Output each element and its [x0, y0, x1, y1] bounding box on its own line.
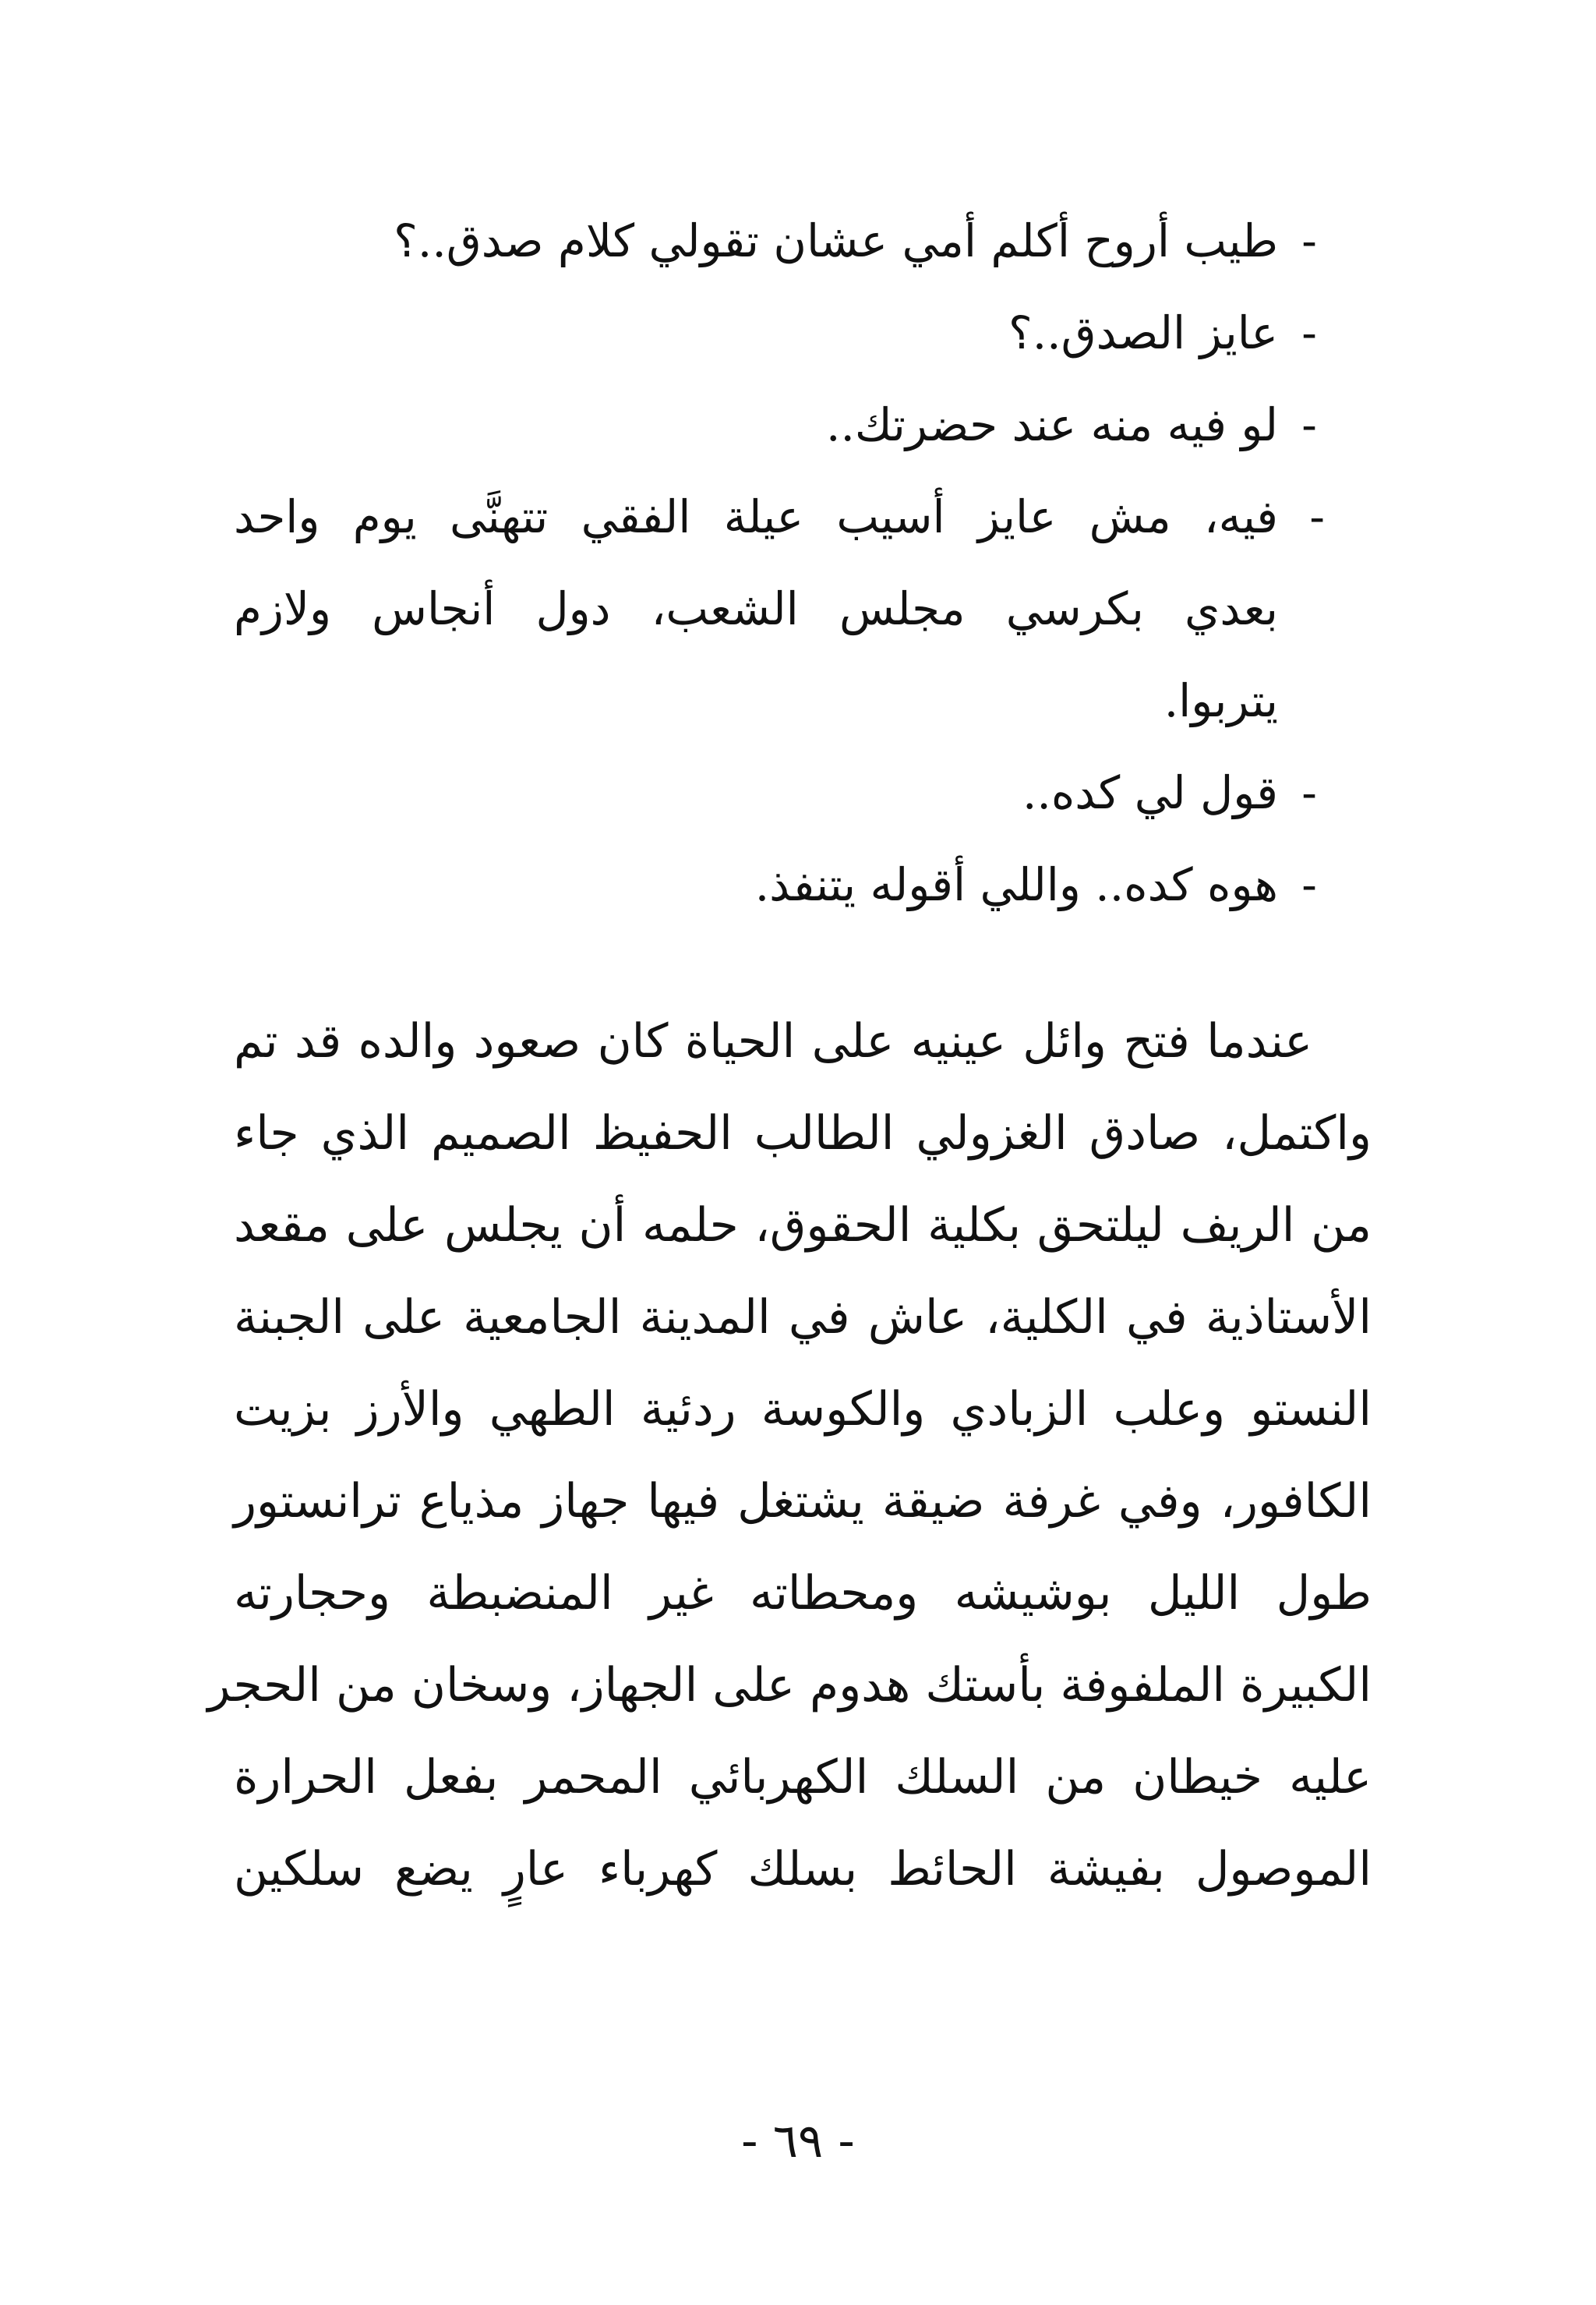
dialogue-line	[234, 287, 1317, 379]
paragraph-line: الكافور، وفي غرفة ضيقة يشتغل فيها جهاز مذياع ترانستور	[234, 1474, 1372, 1529]
narrative-paragraph	[207, 995, 1372, 1915]
paragraph-line: واكتمل، صادق الغزولي الطالب الحفيظ الصميم الذي جاء	[234, 1106, 1372, 1161]
paragraph-line: الأستاذية في الكلية، عاش في المدينة الجامعية على الجبنة	[234, 1290, 1372, 1345]
dialogue-text: طيب أروح أكلم أمي عشان تقولي كلام صدق..؟	[394, 214, 1278, 267]
dialogue-continuation	[234, 563, 1278, 655]
paragraph-line: من الريف ليلتحق بكلية الحقوق، حلمه أن يجلس على مقعد	[234, 1198, 1372, 1253]
dialogue-text: فيه، مش عايز أسيب عيلة الفقي تتهنَّى يوم واحد	[234, 490, 1278, 543]
paragraph-line: طول الليل بوشيشه ومحطاته غير المنضبطة وحجارته	[234, 1566, 1372, 1621]
dialogue-dash: -	[1301, 214, 1317, 267]
paragraph-line: عندما فتح وائل عينيه على الحياة كان صعود والده قد تم	[234, 1014, 1313, 1069]
dialogue-line	[234, 379, 1317, 471]
paragraph-line: الكبيرة الملفوفة بأستك هدوم على الجهاز، وسخان من الحجر	[207, 1658, 1372, 1713]
dialogue-text: هوه كده.. واللي أقوله يتنفذ.	[754, 858, 1278, 911]
dialogue-text: لو فيه منه عند حضرتك..	[826, 398, 1278, 451]
dialogue-text: عايز الصدق..؟	[1008, 306, 1278, 359]
dialogue-section	[234, 195, 1325, 931]
dialogue-text: بعدي بكرسي مجلس الشعب، دول أنجاس ولازم	[234, 582, 1278, 635]
dialogue-line	[234, 747, 1317, 839]
paragraph-line: عليه خيطان من السلك الكهربائي المحمر بفعل الحرارة	[234, 1750, 1372, 1805]
dialogue-line	[234, 839, 1317, 931]
dialogue-dash: -	[1301, 306, 1317, 359]
dialogue-text: قول لي كده..	[1022, 766, 1278, 819]
dialogue-dash: -	[1301, 398, 1317, 451]
dialogue-continuation	[234, 655, 1278, 747]
dialogue-dash: -	[1301, 766, 1317, 819]
paragraph-line: النستو وعلب الزبادي والكوسة ردئية الطهي والأرز بزيت	[234, 1382, 1372, 1437]
dialogue-dash: -	[1309, 490, 1325, 543]
dialogue-line	[234, 471, 1325, 563]
dialogue-dash: -	[1301, 858, 1317, 911]
page-number: - ٦٩ -	[741, 2114, 855, 2169]
dialogue-text: يتربوا.	[1163, 674, 1278, 727]
dialogue-line	[234, 195, 1317, 287]
paragraph-line: الموصول بفيشة الحائط بسلك كهرباء عارٍ يضع سلكين	[234, 1842, 1372, 1897]
